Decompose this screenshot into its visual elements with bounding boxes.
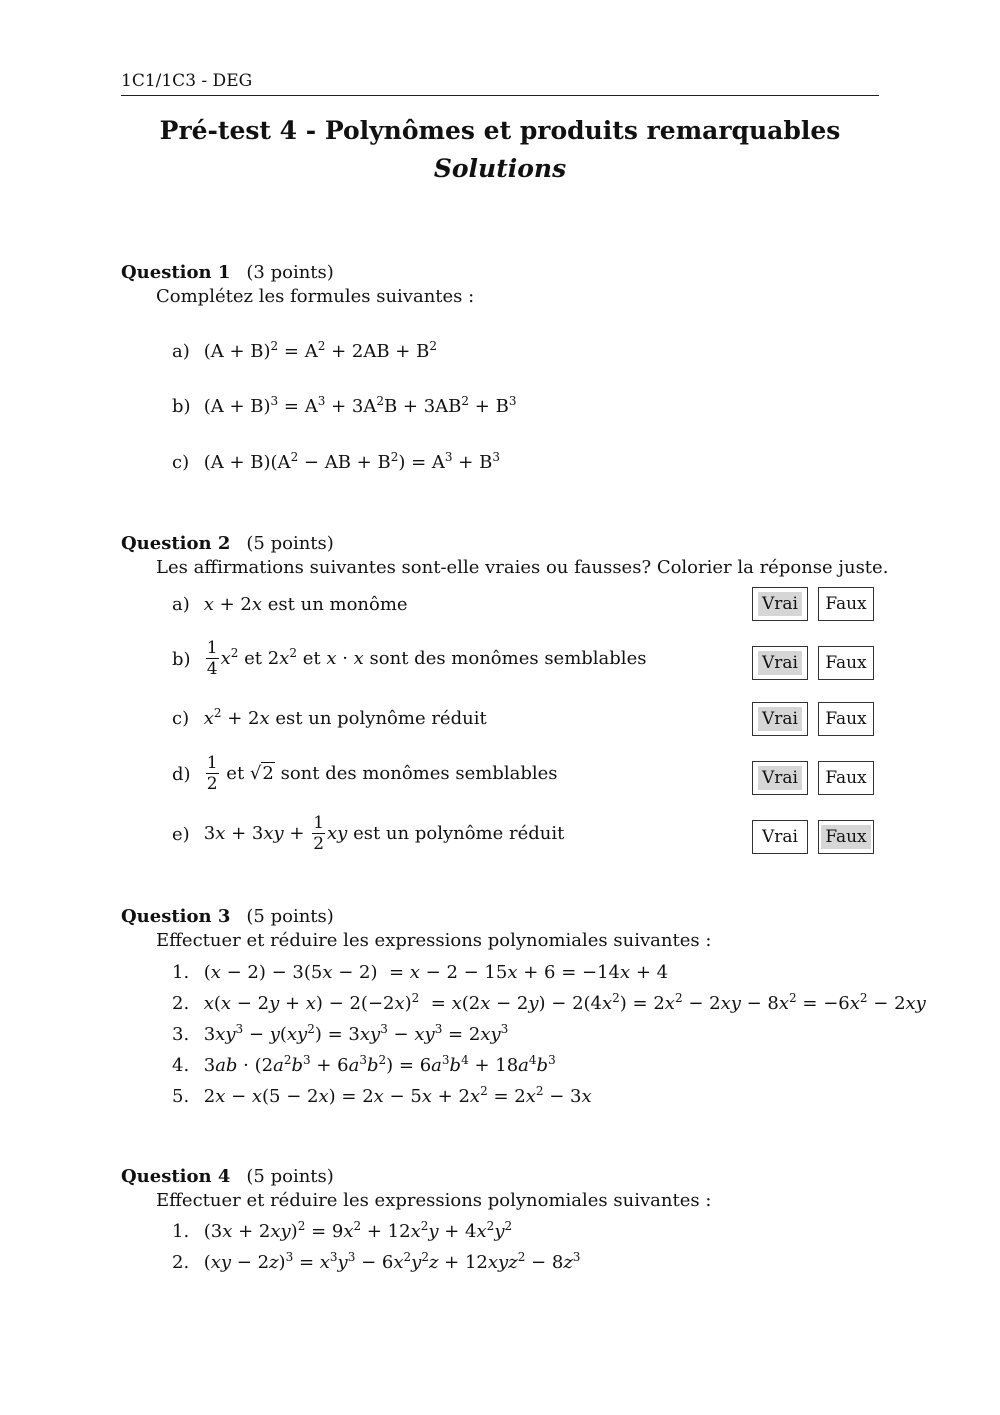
q2b-false-choice[interactable]: Faux	[818, 646, 874, 680]
q4-item-2: 2. $(xy - 2z)^3 = x^3y^3 - 6x^2y^2z + 12xyz^2 - 8z^3$	[172, 1250, 581, 1273]
fraction: $\frac{1}{2}$	[206, 753, 218, 794]
question-2-label: Question 2	[121, 533, 231, 554]
formula: $(A + B)^3 = A^3 + 3A^2B + 3AB^2 + B^3$	[203, 394, 517, 417]
header-rule	[121, 95, 879, 96]
q4-item-1: 1. $(3x + 2xy)^2 = 9x^2 + 12x^2y + 4x^2y^2$	[172, 1219, 513, 1242]
question-3-points: (5 points)	[246, 906, 334, 927]
q2e-false-choice[interactable]: Faux	[818, 820, 874, 854]
fraction: $\frac{1}{4}$	[206, 638, 218, 679]
q2d-true-choice[interactable]: Vrai	[752, 761, 808, 795]
formula: $(A + B)(A^2$ − AB + $B^2) = A^3 + B^3$	[203, 450, 500, 473]
q2-item-e: e) 3x + 3xy + $\frac{1}{2}$ xy est un polynôme réduit	[172, 813, 565, 854]
question-4-instruction: Effectuer et réduire les expressions polynomiales suivantes :	[156, 1190, 712, 1211]
q2a-true-choice[interactable]: Vrai	[752, 587, 808, 621]
question-2-header	[121, 533, 334, 554]
fraction: $\frac{1}{2}$	[313, 813, 325, 854]
q3-item-3: 3. $3xy^3 - y(xy^2) = 3xy^3 - xy^3 = 2xy^3$	[172, 1022, 509, 1045]
expression: x	[203, 594, 214, 615]
question-2-instruction: Les affirmations suivantes sont-elle vraies ou fausses? Colorier la réponse juste.	[156, 557, 889, 578]
question-3-instruction: Effectuer et réduire les expressions polynomiales suivantes :	[156, 930, 712, 951]
q2c-false-choice[interactable]: Faux	[818, 702, 874, 736]
question-3-header	[121, 906, 334, 927]
q2b-true-choice[interactable]: Vrai	[752, 646, 808, 680]
q1-item-a: a) $(A + B)^2 = A^2 + 2AB + B^2$	[172, 339, 437, 362]
q2d-false-choice[interactable]: Faux	[818, 761, 874, 795]
q3-item-2: 2. $x(x - 2y + x) - 2(-2x)^2 = x(2x - 2y) - 2(4x^2) = 2x^2 - 2xy - 8x^2 = -6x^2 - 2xy$	[172, 991, 926, 1014]
q3-item-4: 4. $3ab \cdot (2a^2b^3 + 6a^3b^2) = 6a^3b^4 + 18a^4b^3$	[172, 1053, 556, 1076]
q3-item-5: 5. $2x - x(5 - 2x) = 2x - 5x + 2x^2 = 2x^2 - 3x$	[172, 1084, 592, 1107]
question-4-points: (5 points)	[246, 1166, 334, 1187]
question-4-label: Question 4	[121, 1166, 231, 1187]
q2-item-d: d) $\frac{1}{2}$ et √2 sont des monômes semblables	[172, 753, 558, 794]
page-title: Pré-test 4 - Polynômes et produits remarquables	[159, 116, 841, 145]
question-1-header	[121, 262, 334, 283]
q1-item-c: c) $(A + B)(A^2$ − AB + $B^2) = A^3 + B^3$	[172, 450, 500, 473]
q2e-true-choice[interactable]: Vrai	[752, 820, 808, 854]
q2a-false-choice[interactable]: Faux	[818, 587, 874, 621]
q2-item-c: c) $x^2 + 2x$ est un polynôme réduit	[172, 706, 487, 729]
question-2-points: (5 points)	[246, 533, 334, 554]
q2c-true-choice[interactable]: Vrai	[752, 702, 808, 736]
course-header: 1C1/1C3 - DEG	[121, 71, 253, 91]
formula: $(A + B)^2 = A^2 + 2AB + B^2$	[203, 339, 437, 362]
question-1-points: (3 points)	[246, 262, 334, 283]
question-1-label: Question 1	[121, 262, 231, 283]
q2-item-a: a) x + 2x est un monôme	[172, 594, 408, 615]
q1-item-b: b) $(A + B)^3 = A^3 + 3A^2B + 3AB^2 + B^3$	[172, 394, 517, 417]
question-1-instruction: Complétez les formules suivantes :	[156, 286, 475, 307]
question-4-header	[121, 1166, 334, 1187]
q3-item-1: 1. (x − 2) − 3(5x − 2) = x − 2 − 15x + 6 = −14x + 4	[172, 962, 669, 983]
question-3-label: Question 3	[121, 906, 231, 927]
q2-item-b: b) $\frac{1}{4}$ $x^2$ et $2x^2$ et x · x sont des monômes semblables	[172, 638, 647, 679]
page-subtitle: Solutions	[433, 154, 567, 183]
